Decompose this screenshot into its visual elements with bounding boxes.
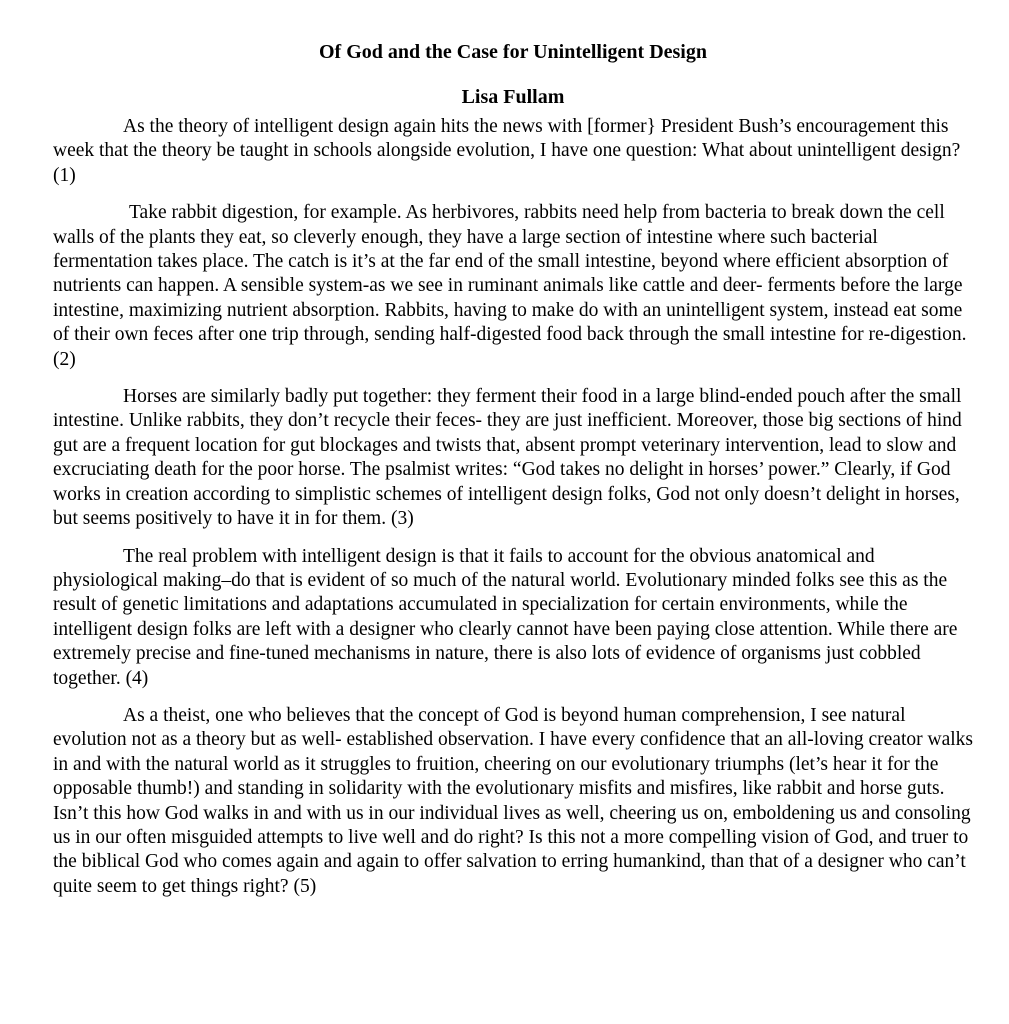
document-page <box>53 38 973 912</box>
paragraph-3: Horses are similarly badly put together: they ferment their food in a large blind-ended pouch after the small intestine. Unlike rabbits, they don’t recycle their feces- they are just inefficient. Moreover, those big sections of hind gut are a frequent location for gut blockages and twists that, absent prompt veterinary intervention, lead to slow and excruciating death for the poor horse. The psalmist writes: “God takes no delight in horses’ power.” Clearly, if God works in creation according to simplistic schemes of intelligent design folks, God not only doesn’t delight in horses, but seems positively to have it in for them. (3) <box>53 386 962 530</box>
document-author: Lisa Fullam <box>461 86 565 108</box>
document-title: Of God and the Case for Unintelligent Design <box>319 41 707 63</box>
paragraph-5: As a theist, one who believes that the concept of God is beyond human comprehension, I see natural evolution not as a theory but as well- established observation. I have every confidence that an all-loving creator walks in and with the natural world as it struggles to fruition, cheering on our evolutionary triumphs (let’s hear it for the opposable thumb!) and standing in solidarity with the evolutionary misfits and misfires, like rabbit and horse guts. Isn’t this how God walks in and with us in our individual lives as well, cheering us on, emboldening us and consoling us in our often misguided attempts to live well and do right? Is this not a more compelling vision of God, and truer to the biblical God who comes again and again to offer salvation to erring humankind, than that of a designer who can’t quite seem to get things right? (5) <box>53 704 973 897</box>
paragraph-1: As the theory of intelligent design again hits the news with [former} President Bush’s encouragement this week that the theory be taught in schools alongside evolution, I have one question: What about unintelligent design? (1) <box>53 116 961 186</box>
paragraph-2: Take rabbit digestion, for example. As herbivores, rabbits need help from bacteria to break down the cell walls of the plants they eat, so cleverly enough, they have a large section of intestine where such bacterial fermentation takes place. The catch is it’s at the far end of the small intestine, beyond where efficient absorption of nutrients can happen. A sensible system-as we see in ruminant animals like cattle and deer- ferments before the large intestine, maximizing nutrient absorption. Rabbits, having to make do with an unintelligent system, instead eat some of their own feces after one trip through, sending half-digested food back through the small intestine for re-digestion. (2) <box>53 202 967 370</box>
paragraph-4: The real problem with intelligent design is that it fails to account for the obvious anatomical and physiological making–do that is evident of so much of the natural world. Evolutionary minded folks see this as the result of genetic limitations and adaptations accumulated in specialization for certain environments, while the intelligent design folks are left with a designer who clearly cannot have been paying close attention. While there are extremely precise and fine-tuned mechanisms in nature, there is also lots of evidence of organisms just cobbled together. (4) <box>53 545 958 689</box>
